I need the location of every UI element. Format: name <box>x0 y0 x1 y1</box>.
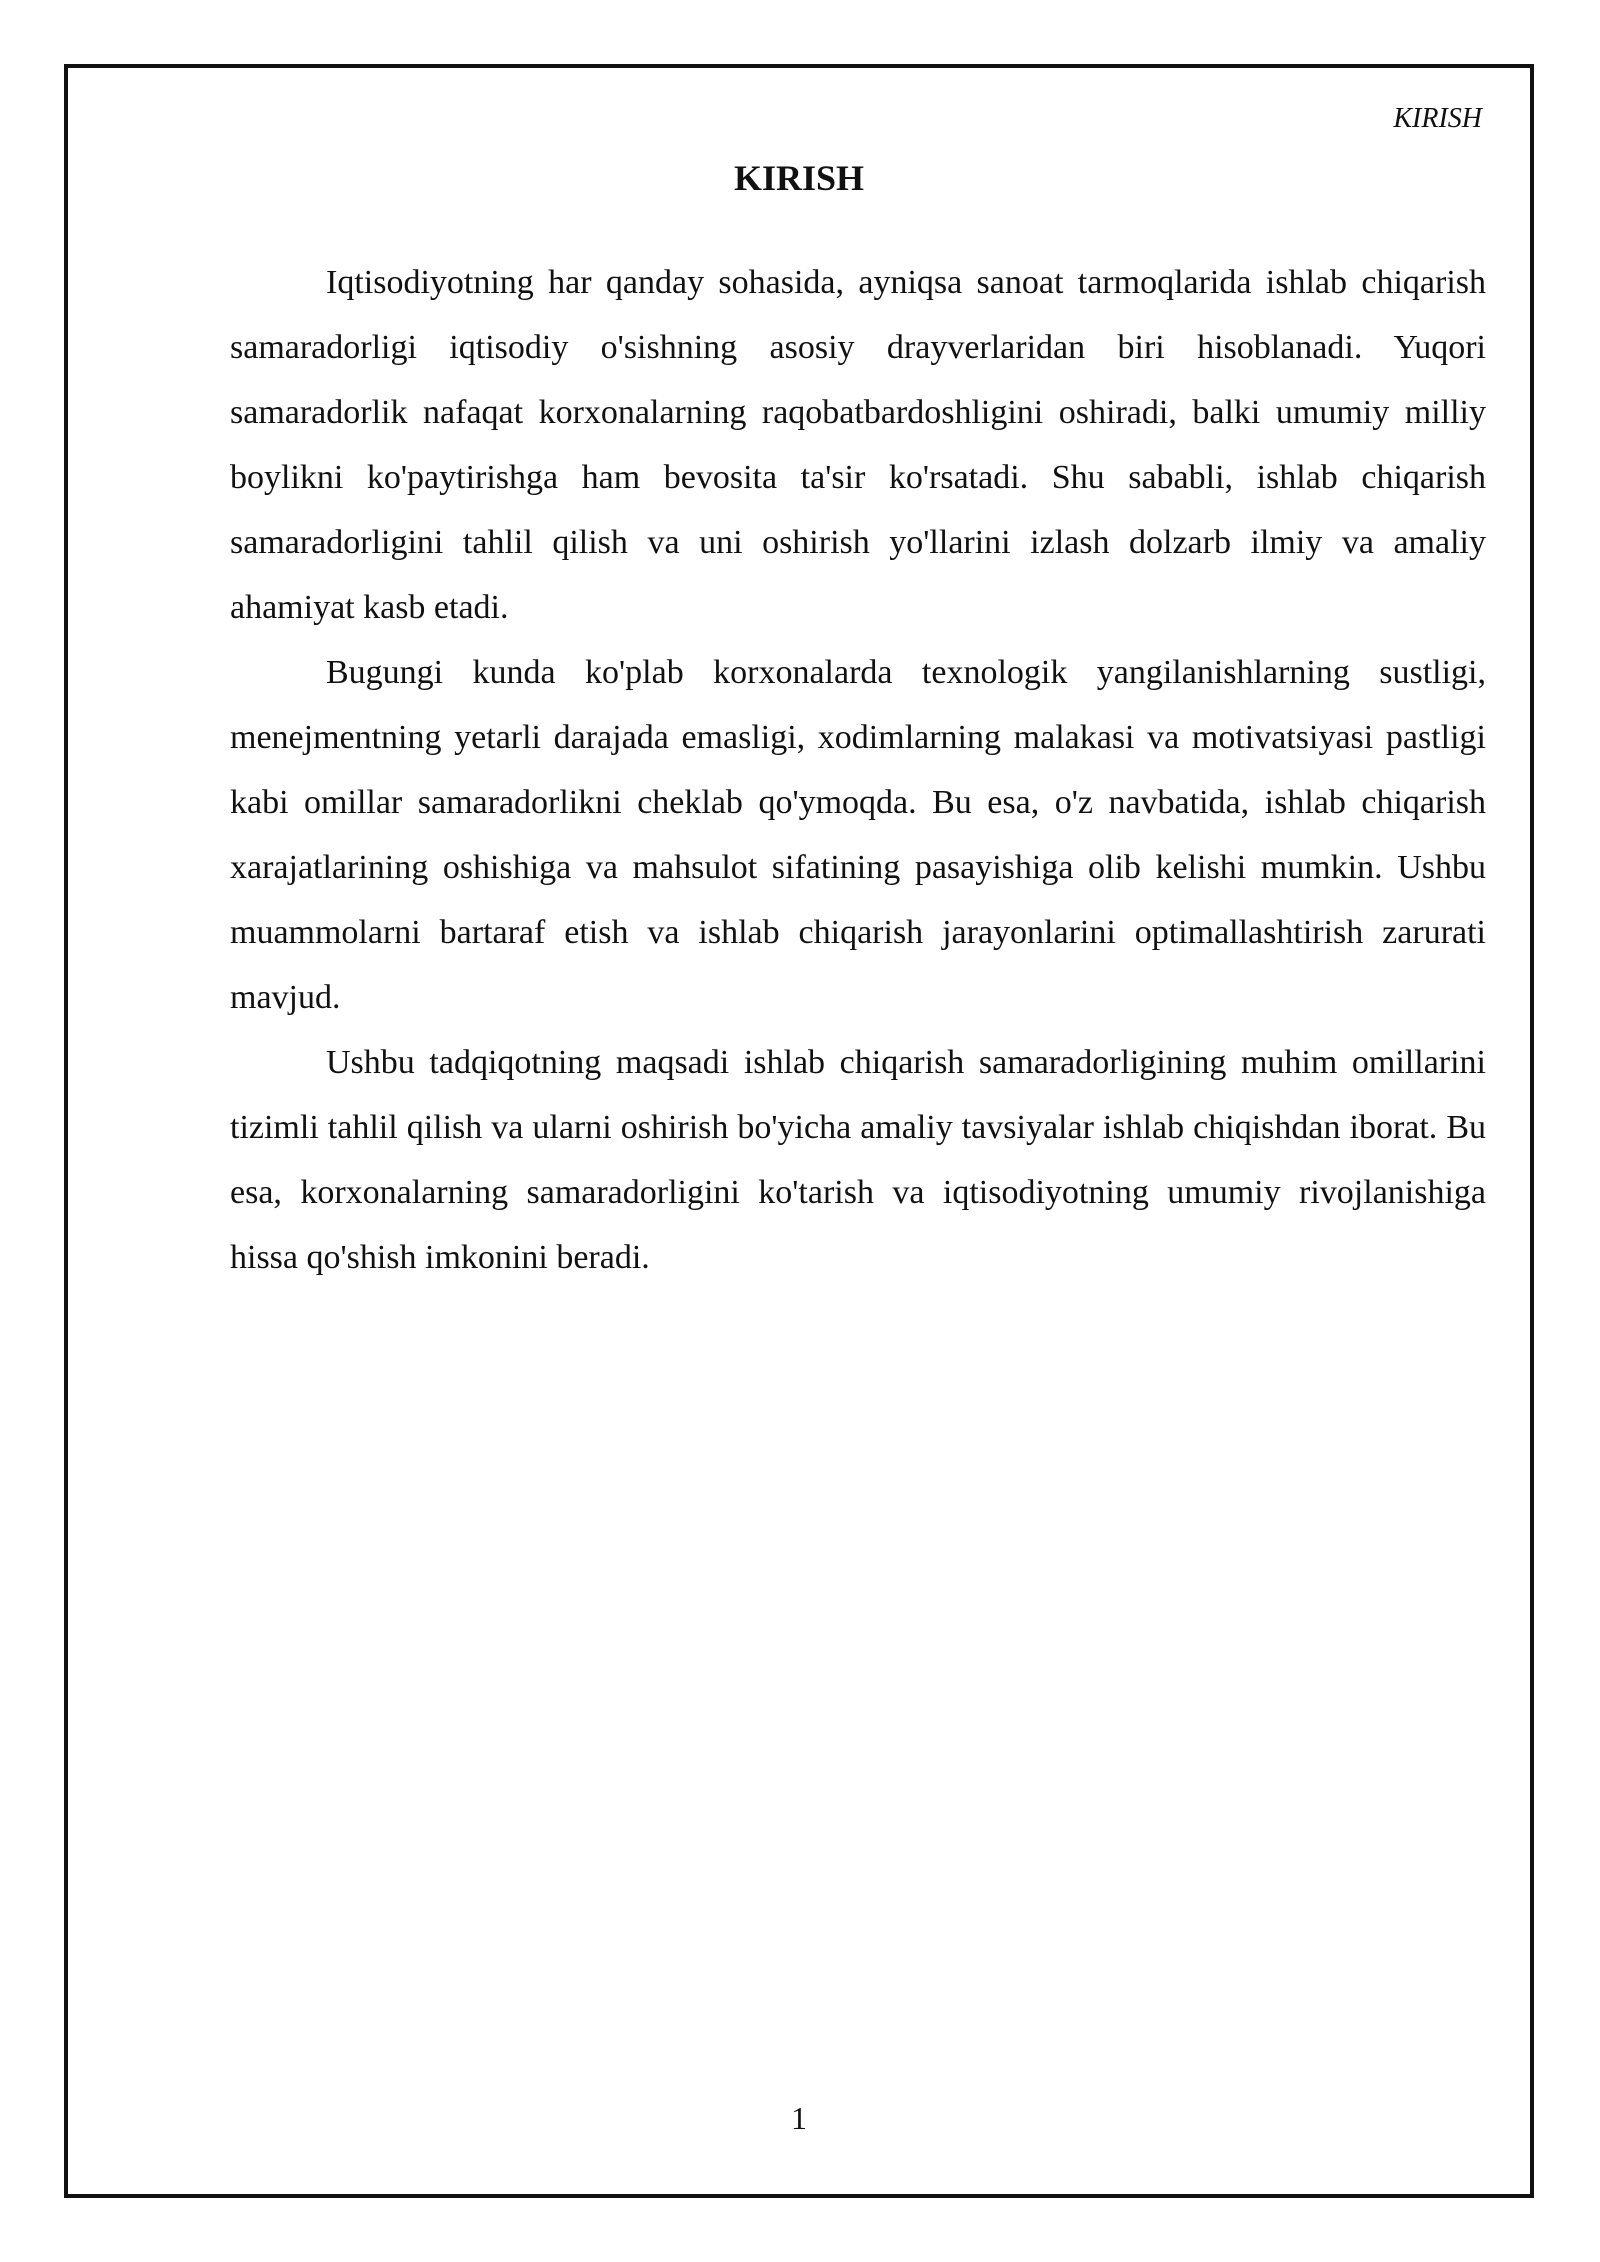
page-number: 1 <box>791 2100 807 2136</box>
body-text <box>230 250 1486 1290</box>
running-header: KIRISH <box>1393 103 1482 134</box>
paragraph: Iqtisodiyotning har qanday sohasida, ayniqsa sanoat tarmoqlarida ishlab chiqarish samaradorligi iqtisodiy o'sishning asosiy drayverlaridan biri hisoblanadi. Yuqori samaradorlik nafaqat korxonalarning raqobatbardoshligini oshiradi, balki umumiy milliy boylikni ko'paytirishga ham bevosita ta'sir ko'rsatadi. Shu sababli, ishlab chiqarish samaradorligini tahlil qilish va uni oshirish yo'llarini izlash dolzarb ilmiy va amaliy ahamiyat kasb etadi. <box>230 264 1486 626</box>
paragraph: Bugungi kunda ko'plab korxonalarda texnologik yangilanishlarning sustligi, menejmentning yetarli darajada emasligi, xodimlarning malakasi va motivatsiyasi pastligi kabi omillar samaradorlikni cheklab qo'ymoqda. Bu esa, o'z navbatida, ishlab chiqarish xarajatlarining oshishiga va mahsulot sifatining pasayishiga olib kelishi mumkin. Ushbu muammolarni bartaraf etish va ishlab chiqarish jarayonlarini optimallashtirish zarurati mavjud. <box>230 654 1486 1016</box>
paragraph: Ushbu tadqiqotning maqsadi ishlab chiqarish samaradorligining muhim omillarini tizimli tahlil qilish va ularni oshirish bo'yicha amaliy tavsiyalar ishlab chiqishdan iborat. Bu esa, korxonalarning samaradorligini ko'tarish va iqtisodiyotning umumiy rivojlanishiga hissa qo'shish imkonini beradi. <box>230 1044 1486 1276</box>
page-title: KIRISH <box>733 158 865 198</box>
page-border <box>64 64 1534 2198</box>
